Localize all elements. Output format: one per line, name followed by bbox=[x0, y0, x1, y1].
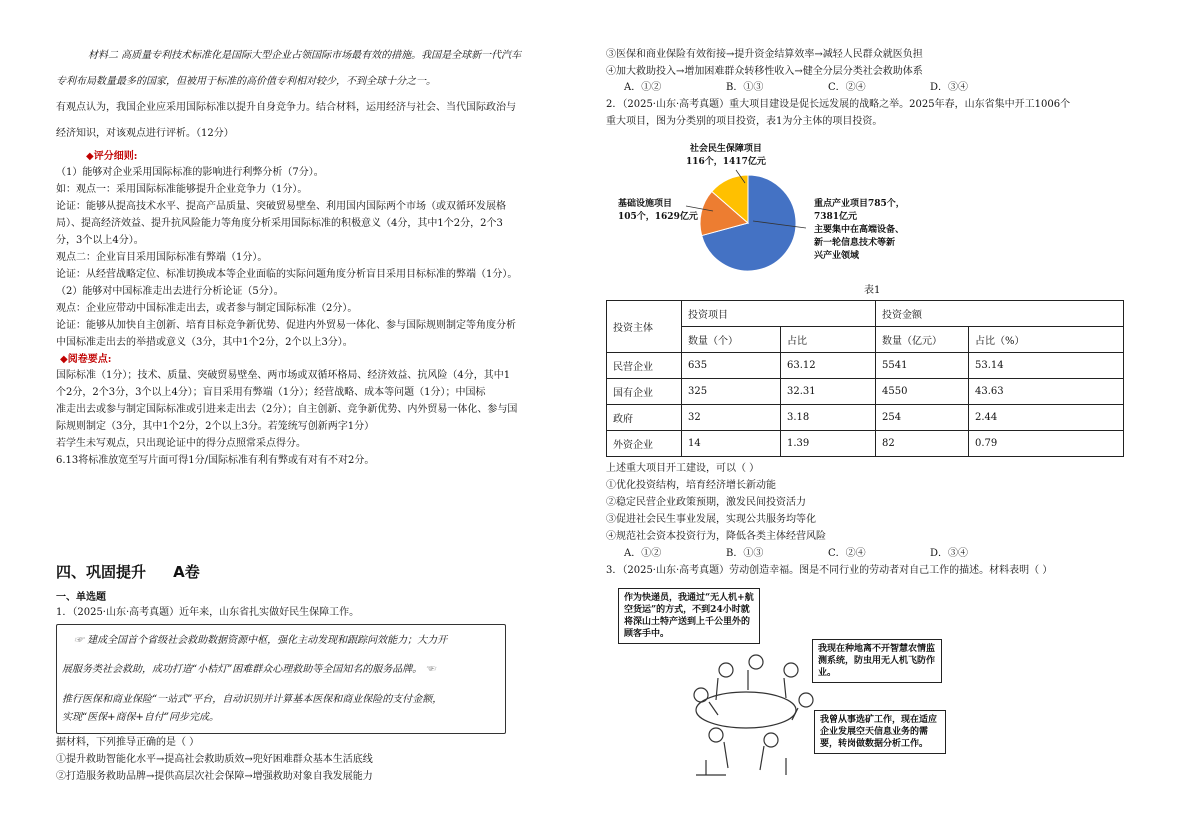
q2-option: ③促进社会民生事业发展，实现公共服务均等化 bbox=[606, 514, 816, 525]
choice-d[interactable]: D．③④ bbox=[930, 548, 969, 559]
table-cell: 32.31 bbox=[781, 379, 876, 405]
keypoints-title: ◆阅卷要点: bbox=[60, 354, 112, 365]
q1-option: ①提升救助智能化水平→提高社会救助质效→兜好困难群众基本生活底线 bbox=[56, 754, 373, 765]
rubric-line: 如：观点一：采用国际标准能够提升企业竞争力（1分）。 bbox=[56, 184, 308, 195]
table-header-cell: 投资金额 bbox=[876, 301, 1124, 327]
question-line-1: 有观点认为，我国企业应采用国际标准以提升自身竞争力。结合材料，运用经济与社会、当代国际政治与 bbox=[56, 102, 516, 113]
choice-c[interactable]: C．②④ bbox=[828, 548, 866, 559]
q1-box-line bbox=[62, 662, 435, 678]
section-volume: A卷 bbox=[173, 563, 200, 581]
table-cell: 325 bbox=[682, 379, 781, 405]
q2-option: ①优化投资结构，培育经济增长新动能 bbox=[606, 480, 776, 491]
section-heading bbox=[56, 561, 200, 582]
pie-label-social-value: 116个，1417亿元 bbox=[686, 157, 766, 167]
worker-head bbox=[764, 733, 778, 747]
rubric-line: 局）、提高经济效益、提升抗风险能力等角度分析采用国际标准的积极意义（4分，其中1个2分，2个3 bbox=[56, 218, 503, 229]
pie-label-infra bbox=[618, 196, 698, 222]
keypoints-line: 国际标准（1分）；技术、质量、突破贸易壁垒、两市场或双循环格局、经济效益、抗风险（4分，其中1 bbox=[56, 370, 511, 381]
table-cell: 254 bbox=[876, 405, 969, 431]
table-shape bbox=[696, 692, 796, 728]
table-cell: 14 bbox=[682, 431, 781, 457]
table-header-cell: 数量（亿元） bbox=[876, 327, 969, 353]
pie-label-social-name: 社会民生保障项目 bbox=[689, 144, 762, 154]
material2-line-1: 材料二 高质量专利技术标准化是国际大型企业占领国际市场最有效的措施。我国是全球新一代汽车 bbox=[88, 50, 522, 61]
table-header-cell: 占比 bbox=[781, 327, 876, 353]
table-row bbox=[607, 405, 1124, 431]
worker-head bbox=[784, 663, 798, 677]
table-header-row bbox=[607, 301, 1124, 327]
worker-head bbox=[694, 688, 708, 702]
pie-label-infra-value: 105个，1629亿元 bbox=[618, 212, 698, 222]
bubble-farmer: 我现在种地离不开智慧农情监测系统，防虫用无人机飞防作业。 bbox=[812, 639, 942, 683]
question-line-2: 经济知识，对该观点进行评析。（12分） bbox=[56, 128, 234, 139]
pie-label-industry-line: 重点产业项目785个， bbox=[814, 199, 905, 209]
q1-box-line: 实现“医保+商保+自付”同步完成。 bbox=[62, 712, 219, 723]
table-cell: 外资企业 bbox=[607, 431, 682, 457]
q1-prompt: 据材料，下列推导正确的是（ ） bbox=[56, 737, 200, 748]
q1-option: ③医保和商业保险有效衔接→提升资金结算效率→减轻人民群众就医负担 bbox=[606, 49, 923, 60]
table-row bbox=[607, 379, 1124, 405]
q2-stem: 重大项目，图为分类别的项目投资，表1为分主体的项目投资。 bbox=[606, 116, 883, 127]
pie-label-industry-line: 主要集中在高端设备、 bbox=[814, 225, 905, 235]
choice-a[interactable]: A．①② bbox=[624, 548, 662, 559]
subsection-title: 一、单选题 bbox=[56, 592, 106, 603]
table-cell: 82 bbox=[876, 431, 969, 457]
table-cell: 43.63 bbox=[969, 379, 1124, 405]
table-cell: 1.39 bbox=[781, 431, 876, 457]
table-cell: 2.44 bbox=[969, 405, 1124, 431]
choice-b[interactable]: B．①③ bbox=[726, 548, 764, 559]
table-cell: 32 bbox=[682, 405, 781, 431]
q1-option: ②打造服务救助品牌→提供高层次社会保障→增强救助对象自我发展能力 bbox=[56, 771, 373, 782]
table-header-row bbox=[607, 327, 1124, 353]
worker-head bbox=[749, 655, 763, 669]
table-row bbox=[607, 431, 1124, 457]
table-cell: 0.79 bbox=[969, 431, 1124, 457]
keypoints-line: 6.13将标准放宽至写片面可得1分/国际标准有利有弊或有对有不对2分。 bbox=[56, 455, 375, 466]
worker-head bbox=[799, 693, 813, 707]
table-cell: 635 bbox=[682, 353, 781, 379]
rubric-line: （1）能够对企业采用国际标准的影响进行利弊分析（7分）。 bbox=[56, 167, 324, 178]
choice-a[interactable]: A．①② bbox=[624, 82, 662, 93]
table-cell: 3.18 bbox=[781, 405, 876, 431]
keypoints-line: 际规则制定（3分，其中1个2分，2个以上3分。若笼统写创新两字1分） bbox=[56, 421, 375, 432]
rubric-title: ◆评分细则: bbox=[86, 151, 138, 162]
q2-prompt: 上述重大项目开工建设，可以（ ） bbox=[606, 463, 760, 474]
q2-option: ②稳定民营企业政策预期，激发民间投资活力 bbox=[606, 497, 806, 508]
table-row bbox=[607, 353, 1124, 379]
rubric-line: 分，3个以上4分）。 bbox=[56, 235, 144, 246]
choice-d[interactable]: D．③④ bbox=[930, 82, 969, 93]
table-header-cell: 数量（个） bbox=[682, 327, 781, 353]
q2-option: ④规范社会资本投资行为，降低各类主体经营风险 bbox=[606, 531, 826, 542]
q1-option: ④加大救助投入→增加困难群众转移性收入→健全分层分类社会救助体系 bbox=[606, 66, 923, 77]
keypoints-line: 个2分，2个3分，3个以上4分）；盲目采用有弊端（1分）；经营战略、成本等问题（1分）；中国标 bbox=[56, 387, 486, 398]
rubric-line: 论证：能够从加快自主创新、培育目标竞争新优势、促进内外贸易一体化、参与国际规则制定等角度分析 bbox=[56, 320, 516, 331]
table-header-cell: 占比（%） bbox=[969, 327, 1124, 353]
pie-label-industry bbox=[814, 198, 905, 263]
keypoints-line: 若学生未写观点，只出现论证中的得分点照常采点得分。 bbox=[56, 438, 306, 449]
material2-line-2: 专利布局数量最多的国家，但被用于标准的高价值专利相对较少，不到全球十分之一。 bbox=[56, 76, 436, 87]
pie-label-infra-name: 基础设施项目 bbox=[618, 199, 673, 209]
table-cell: 53.14 bbox=[969, 353, 1124, 379]
table-cell: 政府 bbox=[607, 405, 682, 431]
table-cell: 国有企业 bbox=[607, 379, 682, 405]
choice-c[interactable]: C．②④ bbox=[828, 82, 866, 93]
investment-table bbox=[606, 300, 1124, 457]
q1-box-line: 推行医保和商业保险“一站式”平台，自动识别并计算基本医保和商业保险的支付金额， bbox=[62, 694, 443, 705]
table-cell: 4550 bbox=[876, 379, 969, 405]
rubric-line: 观点：企业应带动中国标准走出去，或者参与制定国际标准（2分）。 bbox=[56, 303, 358, 314]
rubric-line: 论证：能够从提高技术水平、提高产品质量、突破贸易壁垒、利用国内国际两个市场（或双循环发展格 bbox=[56, 201, 506, 212]
pie-label-industry-line: 7381亿元 bbox=[814, 212, 858, 222]
pie-label-industry-line: 兴产业领域 bbox=[814, 251, 860, 261]
section-title: 四、巩固提升 bbox=[56, 563, 147, 581]
rubric-line: （2）能够对中国标准走出去进行分析论证（5分）。 bbox=[56, 286, 284, 297]
hand-point-icon: ☜ bbox=[422, 664, 436, 675]
table-cell: 63.12 bbox=[781, 353, 876, 379]
worker-head bbox=[709, 728, 723, 742]
table-cell: 5541 bbox=[876, 353, 969, 379]
q1-box-text: 展服务类社会救助，成功打造“小桔灯”困难群众心理救助等全国知名的服务品牌。 bbox=[62, 664, 423, 675]
keypoints-line: 准走出去或参与制定国际标准或引进来走出去（2分）；自主创新、竞争新优势、内外贸易一体化、参与国 bbox=[56, 404, 518, 415]
pie-label-industry-line: 新一轮信息技术等新 bbox=[814, 238, 896, 248]
hand-point-icon: ☞ bbox=[74, 635, 88, 646]
table-header-cell: 投资主体 bbox=[607, 301, 682, 353]
q1-box-text: 建成全国首个省级社会救助数据资源中枢，强化主动发现和跟踪问效能力；大力开 bbox=[87, 635, 448, 646]
choice-b[interactable]: B．①③ bbox=[726, 82, 764, 93]
table-caption: 表1 bbox=[864, 285, 881, 296]
q1-box-line bbox=[74, 633, 447, 649]
rubric-line: 观点二：企业盲目采用国际标准有弊端（1分）。 bbox=[56, 252, 268, 263]
q2-stem: 2．（2025·山东·高考真题）重大项目建设是促长远发展的战略之举。2025年春，山东省集中开工1006个 bbox=[606, 99, 1071, 110]
q1-stem: 1．（2025·山东·高考真题）近年来，山东省扎实做好民生保障工作。 bbox=[56, 607, 360, 618]
q1-choices bbox=[624, 80, 990, 96]
worker-head bbox=[719, 663, 733, 677]
q2-choices bbox=[624, 546, 990, 562]
bubble-miner: 我曾从事选矿工作，现在适应企业发展空天信息业务的需要，转岗做数据分析工作。 bbox=[814, 710, 946, 754]
bubble-courier: 作为快递员，我通过“无人机+航空货运”的方式，不到24小时就将深山土特产送到上千公里外的顾客手中。 bbox=[618, 588, 760, 644]
q3-stem: 3．（2025·山东·高考真题）劳动创造幸福。图是不同行业的劳动者对自己工作的描述。材料表明（ ） bbox=[606, 565, 1053, 576]
rubric-line: 论证：从经营战略定位、标准切换成本等企业面临的实际问题角度分析盲目采用目标标准的弊端（1分）。 bbox=[56, 269, 518, 280]
rubric-line: 中国标准走出去的举措或意义（3分，其中1个2分，2个以上3分）。 bbox=[56, 337, 353, 348]
table-header-cell: 投资项目 bbox=[682, 301, 876, 327]
table-cell: 民营企业 bbox=[607, 353, 682, 379]
pie-label-social bbox=[686, 141, 766, 167]
